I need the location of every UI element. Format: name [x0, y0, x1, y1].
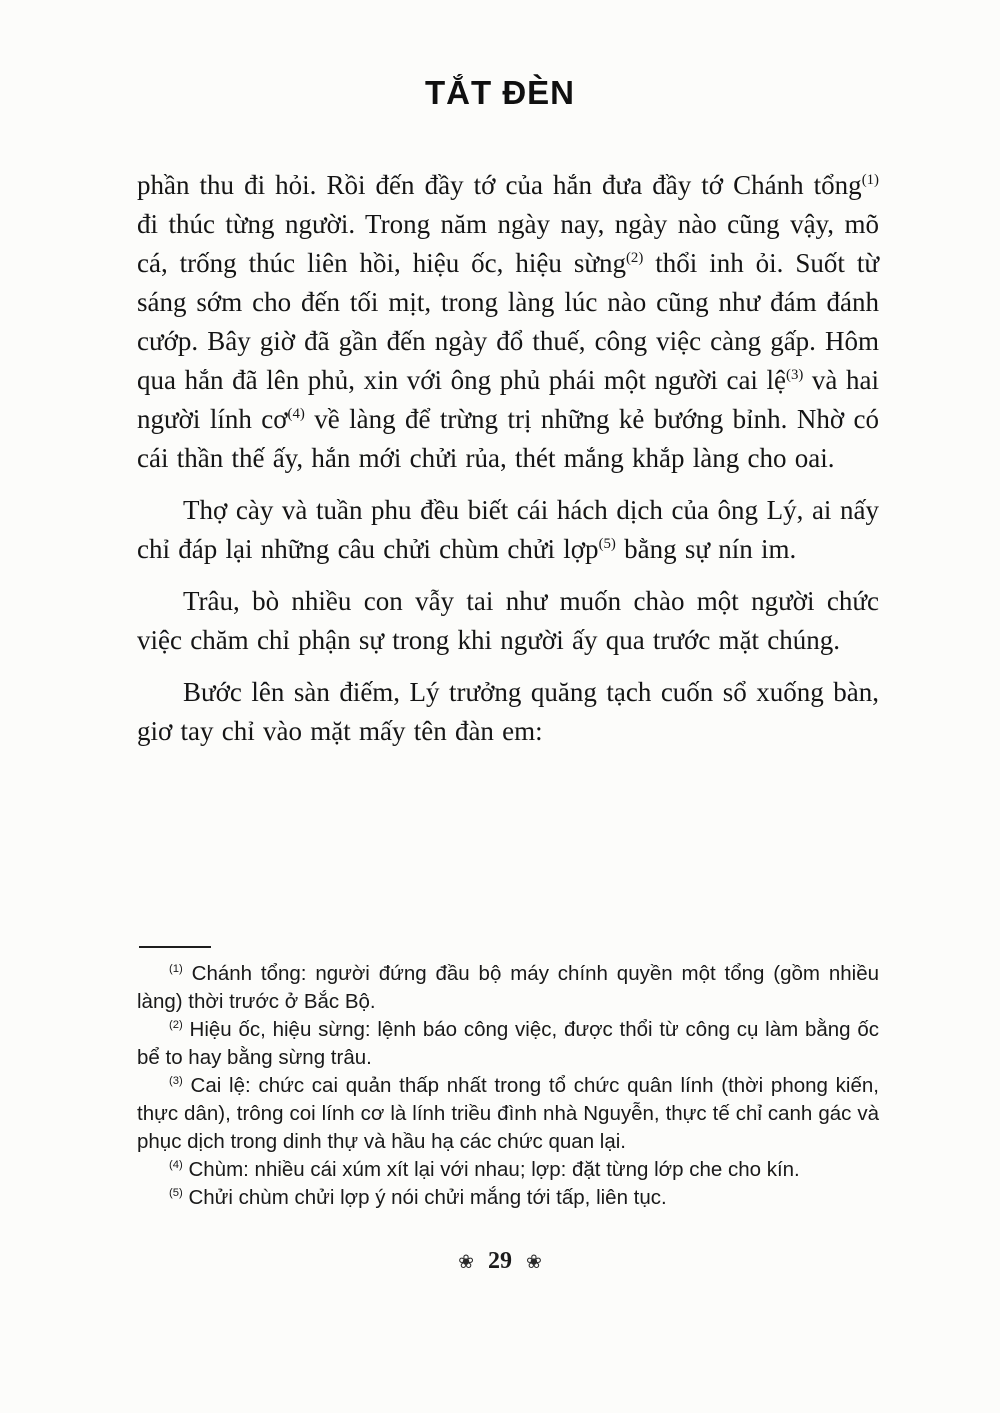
footnote-marker: (2)	[169, 1019, 183, 1032]
flower-ornament-left-icon: ❀	[458, 1250, 474, 1273]
footnote: $^{(3)}$ Cai lệ: chức cai quản thấp nhất trong tổ chức quân lính (thời phong kiến, thực dân), trông coi lính cơ là lính triều đình nhà Nguyễn, thực tế chỉ canh gác và phục dịch trong dinh thự và hầu hạ các chức quan lại.	[137, 1074, 879, 1153]
footnote: $^{(1)}$ Chánh tổng: người đứng đầu bộ máy chính quyền một tổng (gồm nhiều làng) thời trước ở Bắc Bộ.	[137, 962, 879, 1013]
footnotes-section	[137, 960, 879, 1212]
footnote-separator	[139, 946, 211, 948]
footnote-reference: (5)	[598, 536, 616, 552]
footnote-reference: (3)	[786, 367, 804, 383]
flower-ornament-right-icon: ❀	[526, 1250, 542, 1273]
footnote-marker: (3)	[169, 1075, 183, 1088]
page-footer	[0, 1248, 1000, 1275]
body-text	[137, 166, 879, 764]
footnote-marker: (4)	[169, 1159, 183, 1172]
footnote-marker: (5)	[169, 1187, 183, 1200]
paragraph: Trâu, bò nhiều con vẫy tai như muốn chào một người chức việc chăm chỉ phận sự trong khi người ấy qua trước mặt chúng.	[137, 586, 879, 655]
paragraph: Thợ cày và tuần phu đều biết cái hách dịch của ông Lý, ai nấy chỉ đáp lại những câu chửi chùm chửi lợp$^{(5)}$ bằng sự nín im.	[137, 495, 879, 564]
footnote-reference: (2)	[625, 250, 644, 266]
page-title: TẮT ĐÈN	[425, 74, 575, 111]
footnote-reference: (4)	[287, 406, 305, 422]
paragraph: Bước lên sàn điếm, Lý trưởng quăng tạch cuốn sổ xuống bàn, giơ tay chỉ vào mặt mấy tên đàn em:	[137, 677, 879, 746]
footnote: $^{(4)}$ Chùm: nhiều cái xúm xít lại với nhau; lợp: đặt từng lớp che cho kín.	[169, 1158, 800, 1181]
paragraph: phần thu đi hỏi. Rồi đến đầy tớ của hắn đưa đầy tớ Chánh tổng$^{(1)}$ đi thúc từng người. Trong năm ngày nay, ngày nào cũng vậy, mõ cá, trống thúc liên hồi, hiệu ốc, hiệu sừng$^{(2)}$ thổi inh ỏi. Suốt từ sáng sớm cho đến tối mịt, trong làng lúc nào cũng như đám đánh cướp. Bây giờ đã gần đến ngày đổ thuế, công việc càng gấp. Hôm qua hắn đã lên phủ, xin với ông phủ phái một người cai lệ$^{(3)}$ và hai người lính $cơ^{(4)}$ về làng để trừng trị những kẻ bướng bỉnh. Nhờ có cái thần thế ấy, hắn mới chửi rủa, thét mắng khắp làng cho oai.	[137, 170, 879, 473]
footnote-reference: (1)	[861, 172, 879, 188]
footnote: $^{(5)}$ Chửi chùm chửi lợp ý nói chửi mắng tới tấp, liên tục.	[169, 1186, 667, 1209]
footnote-marker: (1)	[169, 963, 183, 976]
footnote: $^{(2)}$ Hiệu ốc, hiệu sừng: lệnh báo công việc, được thổi từ công cụ làm bằng ốc bể to hay bằng sừng trâu.	[137, 1018, 879, 1069]
page-number: 29	[488, 1248, 512, 1274]
